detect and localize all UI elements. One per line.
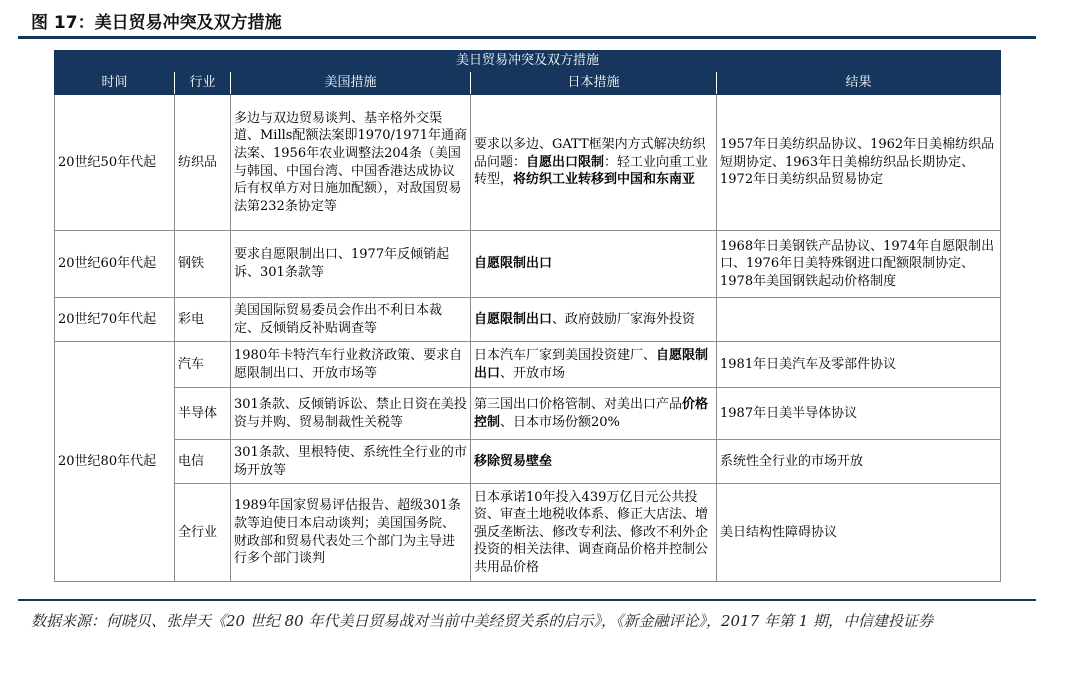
japan-measure-emphasis: 自愿限制出口 — [474, 256, 553, 272]
japan-measure-text: 要求以多边、GATT框架内方式解决纺织品问题： — [474, 137, 706, 170]
japan-measures-cell — [471, 298, 717, 342]
us-measures-cell: 1980年卡特汽车行业救济政策、要求自愿限制出口、开放市场等 — [231, 342, 471, 388]
japan-measures-cell — [471, 440, 717, 484]
era-cell: 20世纪60年代起 — [55, 231, 175, 298]
header-japan-measures: 日本措施 — [471, 72, 717, 95]
table-row — [55, 342, 1001, 388]
table-row — [55, 298, 1001, 342]
industry-cell: 全行业 — [175, 484, 231, 582]
result-cell: 1968年日美钢铁产品协议、1974年自愿限制出口、1976年日美特殊钢进口配额限制协定、1978年美国钢铁起动价格制度 — [717, 231, 1001, 298]
header-time: 时间 — [55, 72, 175, 95]
header-industry: 行业 — [175, 72, 231, 95]
bottom-rule — [18, 599, 1036, 601]
industry-cell: 彩电 — [175, 298, 231, 342]
top-rule — [18, 36, 1036, 39]
industry-cell: 电信 — [175, 440, 231, 484]
us-measures-cell: 要求自愿限制出口、1977年反倾销起诉、301条款等 — [231, 231, 471, 298]
japan-measure-text: 、开放市场 — [500, 365, 566, 381]
us-measures-cell: 301条款、里根特使、系统性全行业的市场开放等 — [231, 440, 471, 484]
table-caption: 美日贸易冲突及双方措施 — [55, 51, 1001, 72]
table-row — [55, 440, 1001, 484]
result-cell: 美日结构性障碍协议 — [717, 484, 1001, 582]
japan-measure-emphasis: 将纺织工业转移到中国和东南亚 — [513, 172, 696, 188]
industry-cell: 半导体 — [175, 388, 231, 440]
japan-measures-cell — [471, 484, 717, 582]
japan-measures-cell — [471, 231, 717, 298]
table-row — [55, 484, 1001, 582]
us-measures-cell: 多边与双边贸易谈判、基辛格外交渠道、Mills配额法案即1970/1971年通商法案、1956年农业调整法204条（美国与韩国、中国台湾、中国香港达成协议后有权单方对日施加配额），对敌国贸易法第232条协定等 — [231, 95, 471, 231]
japan-measures-cell — [471, 95, 717, 231]
result-cell: 1981年日美汽车及零部件协议 — [717, 342, 1001, 388]
figure-title: 图 17：美日贸易冲突及双方措施 — [31, 13, 282, 33]
table-row — [55, 231, 1001, 298]
industry-cell: 钢铁 — [175, 231, 231, 298]
header-us-measures: 美国措施 — [231, 72, 471, 95]
header-result: 结果 — [717, 72, 1001, 95]
era-cell: 20世纪80年代起 — [55, 342, 175, 582]
table-row — [55, 388, 1001, 440]
trade-conflict-table-wrap — [54, 50, 1000, 582]
table-row — [55, 95, 1001, 231]
result-cell: 系统性全行业的市场开放 — [717, 440, 1001, 484]
japan-measure-text: 、日本市场份额20% — [500, 414, 620, 430]
trade-conflict-table — [54, 50, 1001, 582]
data-source-note: 数据来源：何晓贝、张岸天《20 世纪 80 年代美日贸易战对当前中美经贸关系的启示》，《新金融评论》，2017 年第 1 期，中信建投证券 — [31, 612, 934, 630]
japan-measure-text: 日本汽车厂家到美国投资建厂、 — [474, 347, 657, 363]
japan-measure-emphasis: 移除贸易壁垒 — [474, 453, 553, 469]
japan-measure-text: 、政府鼓励厂家海外投资 — [552, 311, 696, 327]
japan-measure-text: 第三国出口价格管制、对美出口产品 — [474, 396, 683, 412]
industry-cell: 汽车 — [175, 342, 231, 388]
industry-cell: 纺织品 — [175, 95, 231, 231]
us-measures-cell: 301条款、反倾销诉讼、禁止日资在美投资与并购、贸易制裁性关税等 — [231, 388, 471, 440]
japan-measure-emphasis: 自愿限制出口 — [474, 347, 709, 381]
japan-measures-cell — [471, 342, 717, 388]
result-cell: 1957年日美纺织品协议、1962年日美棉纺织品短期协定、1963年日美棉纺织品长期协定、1972年日美纺织品贸易协定 — [717, 95, 1001, 231]
japan-measure-text: ：轻工业向重工业转型， — [474, 154, 709, 188]
us-measures-cell: 美国国际贸易委员会作出不利日本裁定、反倾销反补贴调查等 — [231, 298, 471, 342]
us-measures-cell: 1989年国家贸易评估报告、超级301条款等迫使日本启动谈判；美国国务院、财政部和贸易代表处三个部门为主导进行多个部门谈判 — [231, 484, 471, 582]
result-cell: 1987年日美半导体协议 — [717, 388, 1001, 440]
japan-measure-emphasis: 自愿出口限制 — [526, 154, 605, 170]
result-cell — [717, 298, 1001, 342]
era-cell: 20世纪50年代起 — [55, 95, 175, 231]
japan-measures-cell — [471, 388, 717, 440]
era-cell: 20世纪70年代起 — [55, 298, 175, 342]
japan-measure-emphasis: 自愿限制出口 — [474, 311, 553, 327]
japan-measure-emphasis: 价格控制 — [474, 396, 709, 430]
japan-measure-text: 日本承诺10年投入439万亿日元公共投资、审查土地税收体系、修正大店法、增强反垄断法、修改专利法、修改不利外企投资的相关法律、调查商品价格并控制公共用品价格 — [474, 489, 709, 575]
